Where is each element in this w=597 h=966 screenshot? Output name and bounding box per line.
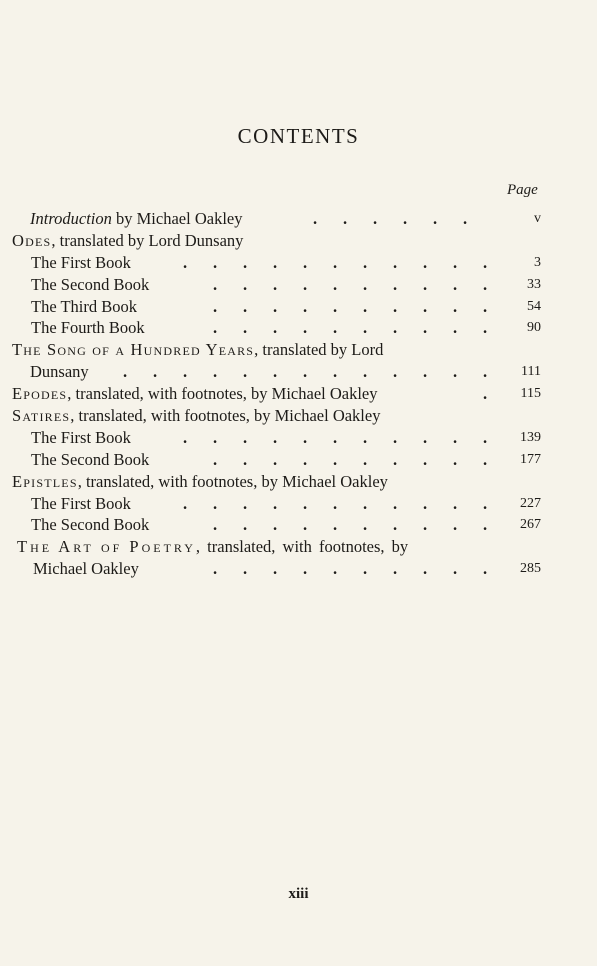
entry-text: , translated, with footnotes, by Michael Oakley [67,384,378,404]
toc-entry-epistles-first-book [0,493,597,515]
entry-label: The Fourth Book [31,318,145,338]
page-number: 54 [527,298,541,314]
page-number: 267 [520,517,541,533]
entry-section-title: Epistles [12,471,78,491]
toc-entry-song-of-a-hundred-years [0,339,597,361]
entry-text: , translated, with footnotes, by Michael Oakley [70,406,381,426]
entry-label: The Second Book [31,274,150,294]
entry-label: The First Book [31,252,131,272]
leader-dots: . . . . . . [312,209,468,228]
page-number: 139 [520,429,541,445]
page-number: 227 [520,495,541,511]
entry-label: The Third Book [31,296,138,316]
toc-entry-introduction [0,208,597,230]
toc-entry-odes [0,230,597,252]
toc-entry-epistles [0,471,597,493]
toc-entry-odes-third-book [0,296,597,318]
leader-dots: . . . . . . . . . . . . . [122,362,488,382]
toc-entry-satires-first-book [0,427,597,449]
entry-text: , translated by Lord [254,340,384,360]
toc-entry-satires [0,405,597,427]
entry-label [12,230,243,252]
toc-entry-art-of-poetry [0,536,597,558]
page-column-label: Page [507,182,538,198]
contents-heading: CONTENTS [237,124,360,148]
toc-entry-odes-fourth-book [0,317,597,339]
toc-entry-odes-first-book [0,252,597,274]
leader-dots: . . . . . . . . . . . [182,427,488,447]
entry-label: The Second Book [31,515,150,535]
toc-entry-art-of-poetry-continuation [0,558,597,580]
entry-section-title: The Art of Poetry [17,537,196,557]
entry-text: , translated by Lord Dunsany [51,230,244,250]
page-number: 177 [520,451,541,467]
entry-italic-title: Introduction [30,209,112,228]
toc-entry-satires-second-book [0,449,597,471]
entry-label [12,383,378,405]
leader-dots: . . . . . . . . . . . [182,252,488,272]
toc-entry-epodes [0,383,597,405]
leader-dots: . . . . . . . . . . . [182,493,488,513]
entry-label [12,405,380,427]
page-number: 115 [520,386,541,402]
entry-section-title: Satires [12,406,71,426]
page-number: 90 [527,320,541,336]
leader-dots: . . . . . . . . . . [212,515,488,535]
entry-label [30,208,242,230]
page-number: 3 [534,254,541,270]
entry-label: The First Book [31,493,131,513]
table-of-contents [0,208,597,580]
entry-label: The Second Book [31,449,150,469]
entry-label: Dunsany [30,362,89,382]
entry-section-title: Epodes [12,384,68,404]
entry-label [17,536,408,558]
toc-entry-epistles-second-book [0,514,597,536]
entry-section-title: The Song of a Hundred Years [12,340,255,360]
entry-label: Michael Oakley [33,559,139,579]
page-number: 33 [527,276,541,292]
leader-dots: . . . . . . . . . . [212,559,488,579]
page-number: v [534,211,541,226]
entry-label [12,471,388,493]
entry-label [12,339,383,361]
leader-dots: . . . . . . . . . . [212,296,488,316]
toc-entry-odes-second-book [0,274,597,296]
leader-dots: . [482,384,488,404]
page-folio: xiii [288,886,309,902]
leader-dots: . . . . . . . . . . [212,274,488,294]
toc-entry-song-continuation [0,361,597,383]
entry-text: , translated, with footnotes, by Michael Oakley [77,471,388,491]
page-number: 111 [521,364,541,380]
entry-section-title: Odes [12,230,52,250]
page-number: 285 [520,561,541,577]
leader-dots: . . . . . . . . . . [212,318,488,338]
entry-label: The First Book [31,427,131,447]
leader-dots: . . . . . . . . . . [212,449,488,469]
entry-text: , translated, with footnotes, by [195,537,409,557]
entry-text: by Michael Oakley [111,209,243,228]
